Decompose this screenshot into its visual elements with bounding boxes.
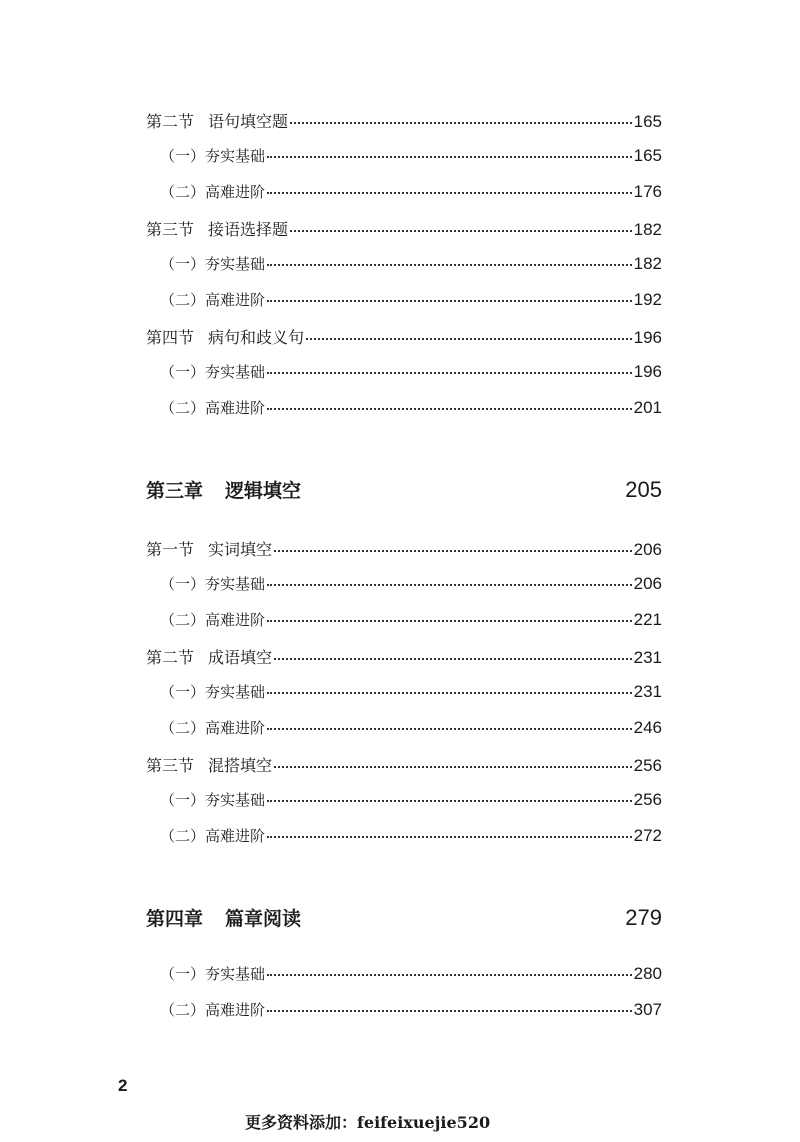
subsection-title: （二）高难进阶 — [160, 719, 266, 737]
page-ref: 206 — [633, 540, 662, 559]
chapter-page-ref: 205 — [625, 477, 662, 502]
subsection-title: （一）夯实基础 — [160, 363, 266, 381]
page-ref: 182 — [633, 254, 662, 273]
toc-entry[interactable] — [160, 999, 662, 1025]
dot-leader — [290, 230, 632, 232]
dot-leader — [267, 800, 632, 802]
page-ref: 231 — [633, 682, 662, 701]
dot-leader — [267, 156, 632, 158]
chapter-page-ref: 279 — [625, 905, 662, 930]
section-title: 语句填空题 — [208, 112, 289, 131]
dot-leader — [267, 974, 632, 976]
dot-leader — [306, 338, 632, 340]
toc-entry[interactable] — [160, 573, 662, 599]
dot-leader — [267, 584, 632, 586]
toc-entry[interactable] — [160, 289, 662, 315]
section-label: 第二节 — [146, 112, 195, 131]
toc-entry[interactable] — [160, 145, 662, 171]
toc-entry[interactable] — [160, 681, 662, 707]
page-ref: 307 — [633, 1000, 662, 1019]
toc-entry[interactable] — [160, 825, 662, 851]
subsection-title: （二）高难进阶 — [160, 183, 266, 201]
section-label: 第一节 — [146, 540, 195, 559]
section-label: 第二节 — [146, 648, 195, 667]
dot-leader — [267, 620, 632, 622]
subsection-title: （二）高难进阶 — [160, 1001, 266, 1019]
page-ref: 196 — [633, 362, 662, 381]
section-title: 接语选择题 — [208, 220, 289, 239]
page-ref: 201 — [633, 398, 662, 417]
page-ref: 231 — [633, 648, 662, 667]
toc-entry[interactable] — [160, 181, 662, 207]
page-ref: 206 — [633, 574, 662, 593]
section-label: 第四节 — [146, 328, 195, 347]
toc-entry[interactable] — [160, 397, 662, 423]
toc-entry[interactable] — [160, 963, 662, 989]
dot-leader — [267, 836, 632, 838]
page-ref: 256 — [633, 756, 662, 775]
chapter-label: 第四章 — [146, 908, 204, 930]
dot-leader — [267, 372, 632, 374]
dot-leader — [267, 300, 632, 302]
section-title: 混搭填空 — [208, 756, 273, 775]
dot-leader — [267, 728, 632, 730]
dot-leader — [267, 192, 632, 194]
toc-entry[interactable] — [146, 537, 662, 563]
section-title: 成语填空 — [208, 648, 273, 667]
toc-entry[interactable] — [146, 753, 662, 779]
toc-entry[interactable] — [146, 217, 662, 243]
page-ref: 196 — [633, 328, 662, 347]
page-ref: 182 — [633, 220, 662, 239]
page-ref: 246 — [633, 718, 662, 737]
page-ref: 272 — [633, 826, 662, 845]
subsection-title: （二）高难进阶 — [160, 827, 266, 845]
dot-leader — [274, 658, 632, 660]
dot-leader — [267, 692, 632, 694]
toc-entry[interactable] — [160, 253, 662, 279]
page-ref: 256 — [633, 790, 662, 809]
subsection-title: （一）夯实基础 — [160, 255, 266, 273]
chapter-heading[interactable] — [146, 904, 662, 936]
toc-entry[interactable] — [146, 109, 662, 135]
subsection-title: （一）夯实基础 — [160, 965, 266, 983]
toc-entry[interactable] — [160, 361, 662, 387]
chapter-title: 篇章阅读 — [225, 908, 302, 930]
page-ref: 221 — [633, 610, 662, 629]
page-number: 2 — [118, 1076, 128, 1095]
toc-entry[interactable] — [146, 325, 662, 351]
subsection-title: （一）夯实基础 — [160, 575, 266, 593]
dot-leader — [290, 122, 632, 124]
toc-entry[interactable] — [146, 645, 662, 671]
chapter-heading[interactable] — [146, 476, 662, 508]
dot-leader — [274, 766, 632, 768]
footer-note: 更多资料添加：feifeixuejie520 — [245, 1113, 491, 1132]
dot-leader — [267, 408, 632, 410]
page-ref: 176 — [633, 182, 662, 201]
toc-entry[interactable] — [160, 717, 662, 743]
page-ref: 192 — [633, 290, 662, 309]
chapter-title: 逻辑填空 — [225, 480, 302, 502]
page-ref: 165 — [633, 146, 662, 165]
chapter-label: 第三章 — [146, 480, 204, 502]
subsection-title: （二）高难进阶 — [160, 611, 266, 629]
page-ref: 165 — [633, 112, 662, 131]
subsection-title: （一）夯实基础 — [160, 147, 266, 165]
subsection-title: （一）夯实基础 — [160, 791, 266, 809]
page-ref: 280 — [633, 964, 662, 983]
subsection-title: （二）高难进阶 — [160, 399, 266, 417]
toc-entry[interactable] — [160, 789, 662, 815]
section-label: 第三节 — [146, 220, 195, 239]
dot-leader — [274, 550, 632, 552]
section-title: 实词填空 — [208, 540, 273, 559]
dot-leader — [267, 264, 632, 266]
section-label: 第三节 — [146, 756, 195, 775]
dot-leader — [267, 1010, 632, 1012]
subsection-title: （一）夯实基础 — [160, 683, 266, 701]
subsection-title: （二）高难进阶 — [160, 291, 266, 309]
section-title: 病句和歧义句 — [208, 328, 305, 347]
toc-entry[interactable] — [160, 609, 662, 635]
